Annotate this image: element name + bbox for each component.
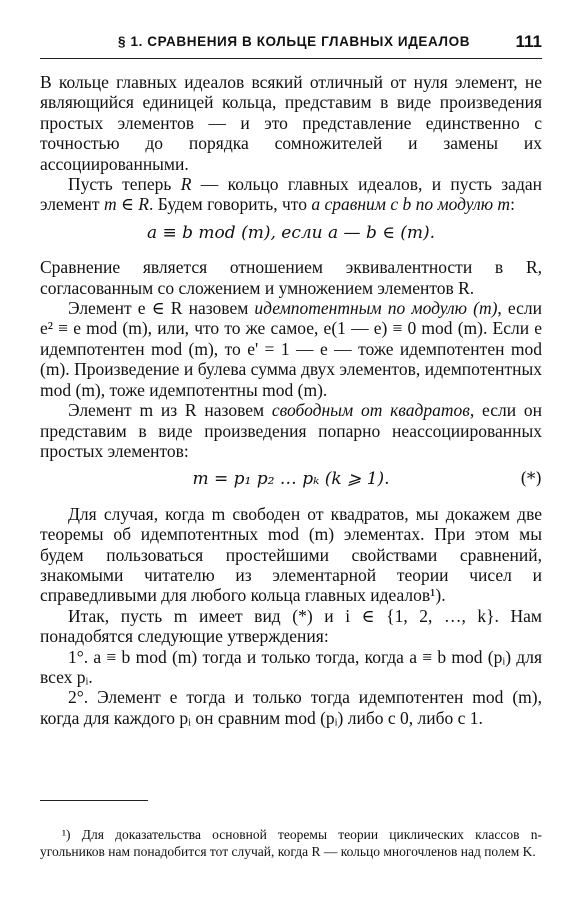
paragraph-idempotent: Элемент e ∈ R назовем идемпотентным по модулю (m), если e² ≡ e mod (m), или, что то же самое, e(1 — e) ≡ 0 mod (m). Если e идемпотентен mod (m), то e' = 1 — e — тоже идемпотентен mod (m). Произведение и булева сумма двух элементов, идемпотентных mod (m), тоже идемпотентны mod (m). — [40, 298, 542, 400]
paragraph-intro: В кольце главных идеалов всякий отличный от нуля элемент, не являющийся единицей кольца, представим в виде произведения простых элементов — и это представление единственно с точностью до порядка сомножителей и замены их ассоциированными. — [40, 72, 542, 174]
section-title: § 1. СРАВНЕНИЯ В КОЛЬЦЕ ГЛАВНЫХ ИДЕАЛОВ — [118, 34, 471, 49]
formula-congruence: a ≡ b mod (m), если a — b ∈ (m). — [146, 222, 436, 243]
footnote-divider — [40, 800, 148, 801]
paragraph-definition-congruence: Пусть теперь R — кольцо главных идеалов, и пусть задан элемент m ∈ R. Будем говорить, что a сравним с b по модулю m: — [40, 174, 542, 215]
statement-1: 1°. a ≡ b mod (m) тогда и только тогда, когда a ≡ b mod (pᵢ) для всех pᵢ. — [40, 646, 542, 687]
main-text — [40, 72, 542, 728]
page-number: 111 — [515, 32, 542, 51]
formula-tag: (*) — [520, 469, 542, 490]
paragraph-theorems: Для случая, когда m свободен от квадратов, мы докажем две теоремы об идемпотентных mod (m) элементах. При этом мы будем пользоваться простейшими свойствами сравнений, знакомыми читателю из элементарной теории чисел и справедливыми для любого кольца главных идеалов¹). — [40, 503, 542, 606]
paragraph-statements: Итак, пусть m имеет вид (*) и i ∈ {1, 2, …, k}. Нам понадобятся следующие утверждения: — [40, 605, 542, 647]
formula-factorization: m = p₁ p₂ … pₖ (k ⩾ 1). (*) — [192, 469, 542, 490]
paragraph-square-free: Элемент m из R назовем свободным от квадратов, если он представим в виде произведения попарно неассоциированных простых элементов: — [40, 400, 543, 461]
running-header — [40, 30, 542, 59]
statement-2: 2°. Элемент e тогда и только тогда идемпотентен mod (m), когда для каждого pᵢ он сравним mod (pᵢ) либо с 0, либо с 1. — [40, 687, 542, 728]
footnote: ¹) Для доказательства основной теоремы теории циклических классов n-угольников нам понадобится тот случай, когда R — кольцо многочленов над полем K. — [40, 826, 542, 859]
paragraph-equivalence: Сравнение является отношением эквивалентности в R, согласованным со сложением и умножением элементов R. — [40, 257, 542, 298]
